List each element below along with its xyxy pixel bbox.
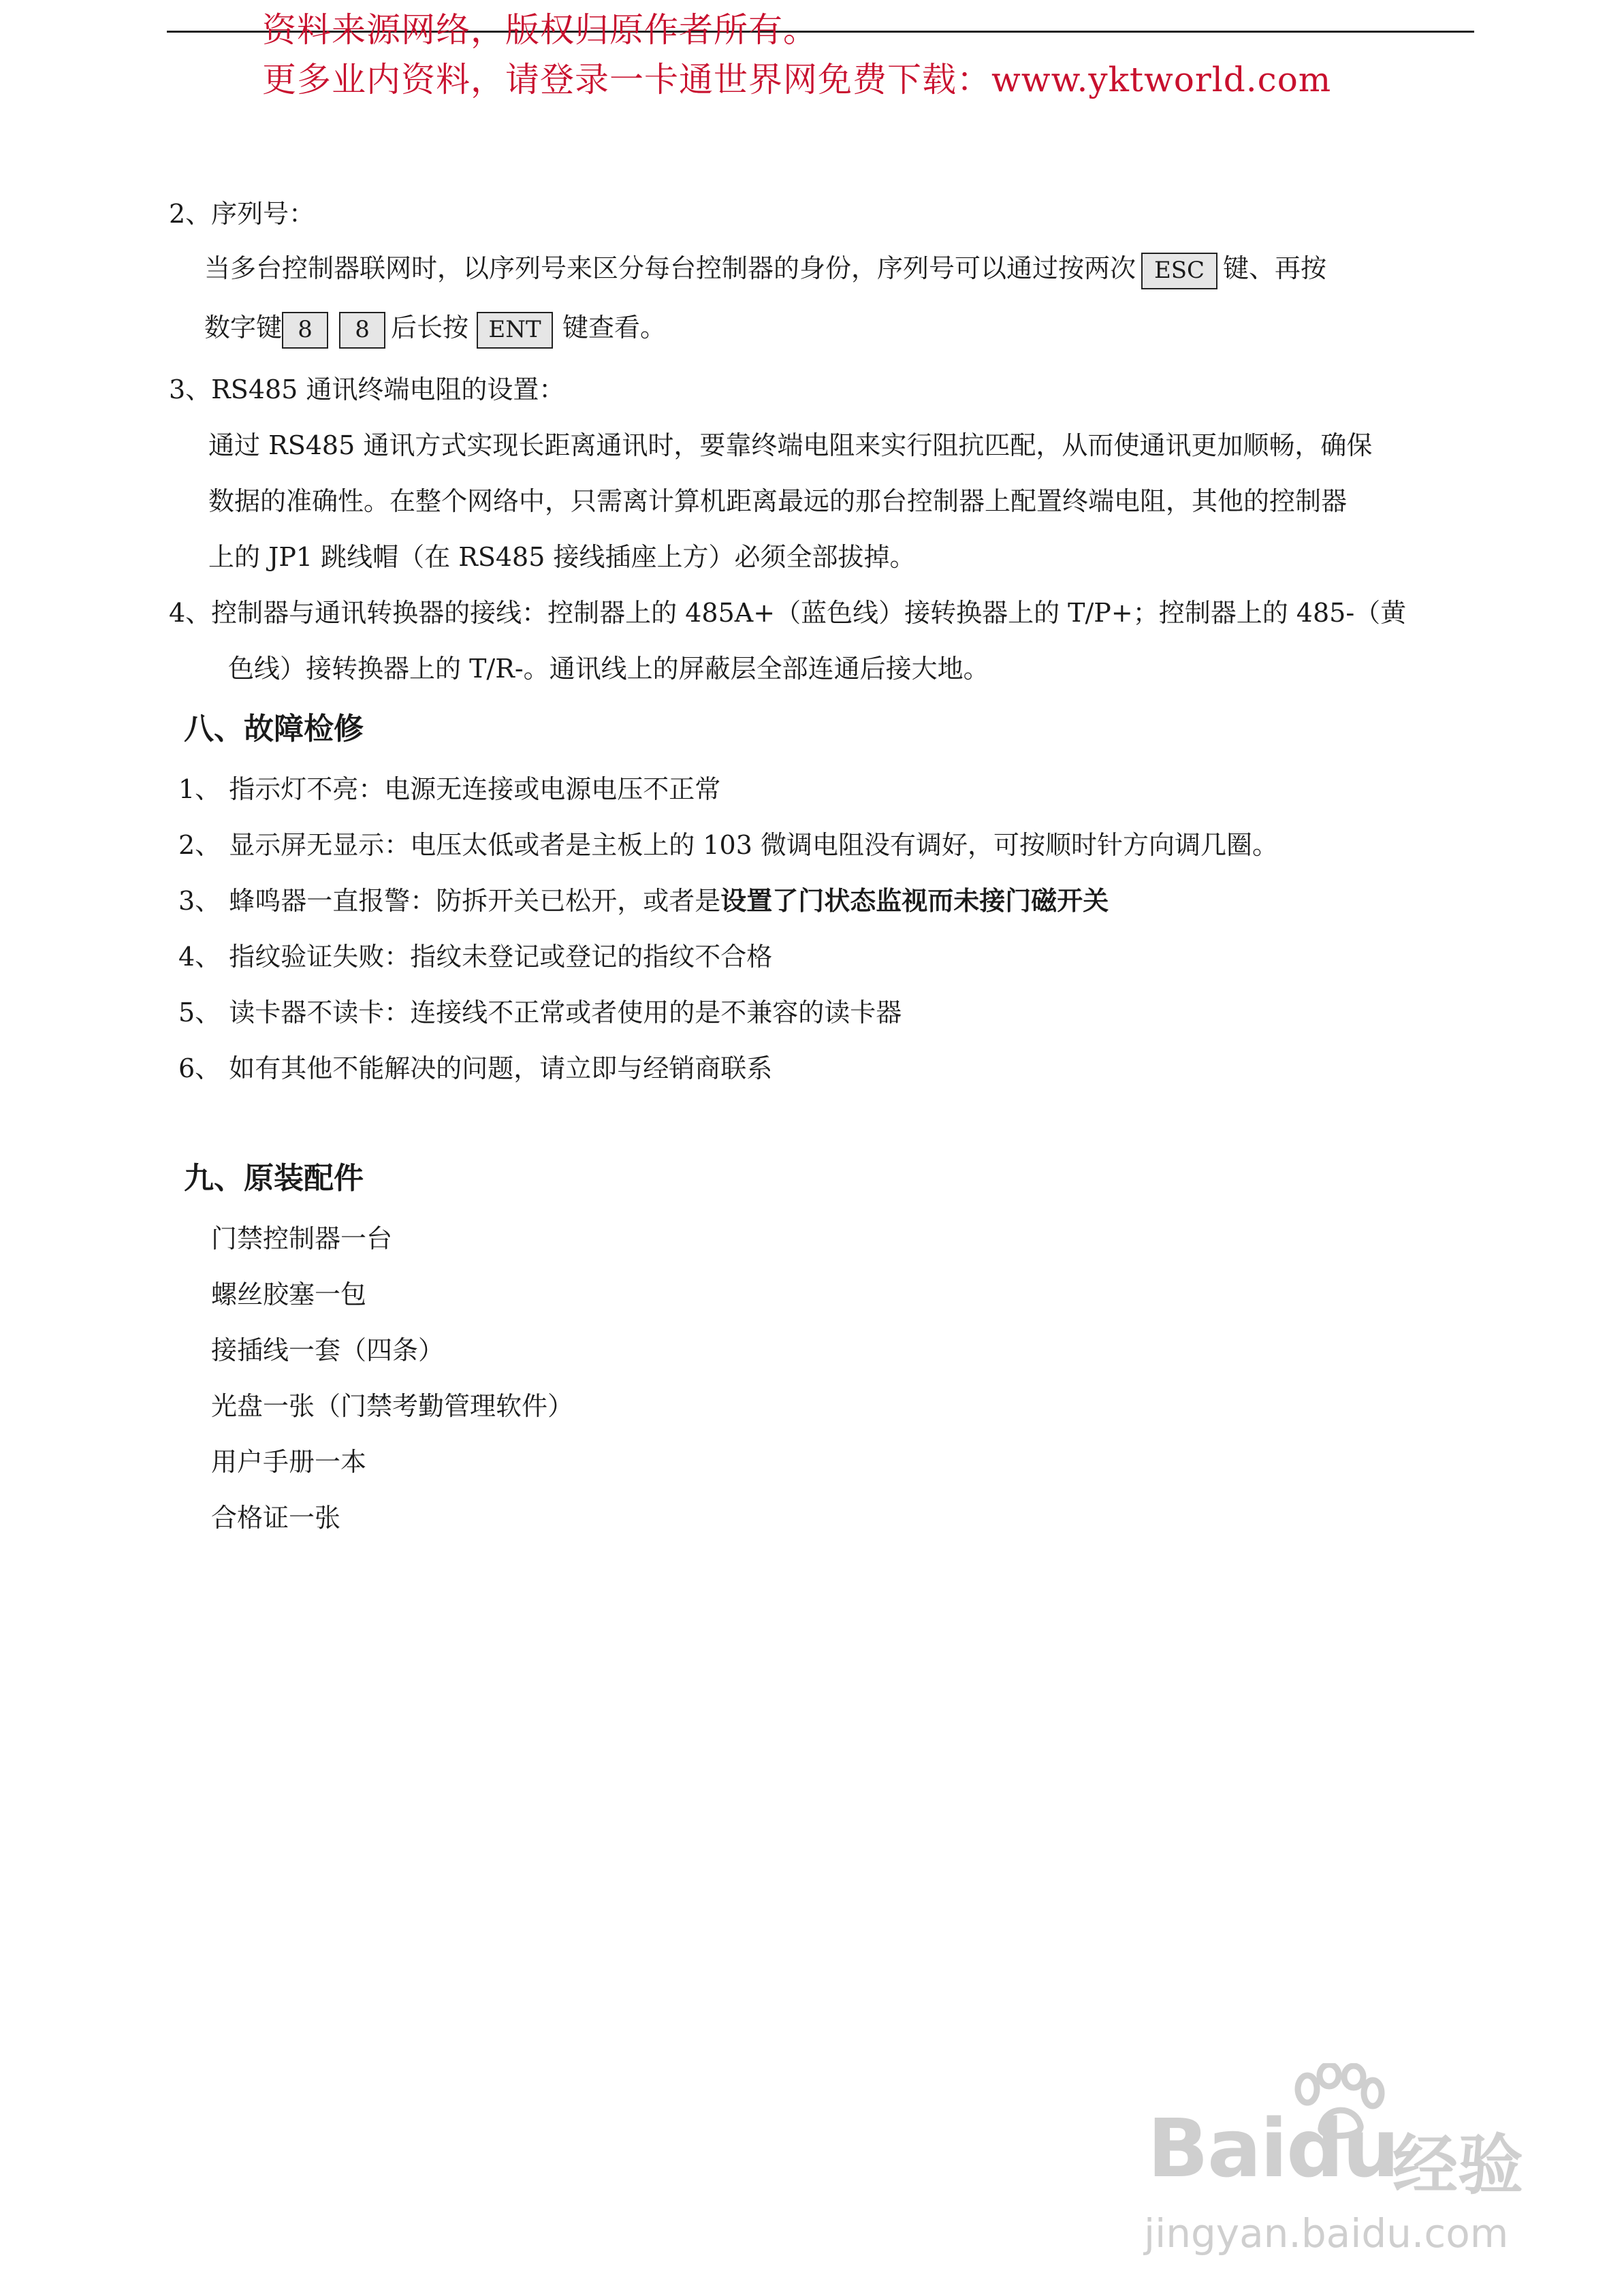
accessory-item: 用户手册一本 — [211, 1447, 367, 1477]
digit-8-key-b: 8 — [339, 312, 385, 349]
watermark-cn: 经验 — [1392, 2127, 1523, 2203]
troubleshoot-item: 6、 如有其他不能解决的问题，请立即与经销商联系 — [178, 1053, 773, 1083]
accessory-item: 门禁控制器一台 — [211, 1224, 393, 1254]
troubleshoot-item: 1、 指示灯不亮：电源无连接或电源电压不正常 — [178, 774, 721, 804]
digit-8-key-a: 8 — [282, 312, 328, 349]
esc-key: ESC — [1141, 253, 1217, 289]
serial-text-1b: 键、再按 — [1223, 253, 1327, 283]
watermark-url: jingyan.baidu.com — [1144, 2210, 1509, 2257]
serial-text-2a: 数字键 — [204, 313, 283, 342]
serial-paragraph-line2 — [204, 311, 666, 349]
rs485-line1: 通过 RS485 通讯方式实现长距离通讯时，要靠终端电阻来实行阻抗匹配，从而使通讯更加顺畅，确保 — [208, 430, 1373, 460]
header-notice-line2: 更多业内资料，请登录一卡通世界网免费下载：www.yktworld.com — [262, 60, 1332, 99]
troubleshoot-item-3-text: 3、 蜂鸣器一直报警：防拆开关已松开，或者是 — [178, 886, 721, 916]
serial-paragraph-line1 — [204, 252, 1326, 289]
header-notice-line1: 资料来源网络，版权归原作者所有。 — [262, 10, 818, 50]
wiring-line2: 色线）接转换器上的 T/R-。通讯线上的屏蔽层全部连通后接大地。 — [228, 654, 989, 684]
troubleshoot-item: 5、 读卡器不读卡：连接线不正常或者使用的是不兼容的读卡器 — [178, 998, 902, 1027]
troubleshoot-item: 4、 指纹验证失败：指纹未登记或登记的指纹不合格 — [178, 942, 773, 972]
serial-text-2b: 后长按 — [391, 313, 469, 342]
accessory-item: 接插线一套（四条） — [211, 1335, 445, 1365]
watermark-brand: Baidu — [1147, 2101, 1399, 2195]
baidu-jingyan-watermark — [1144, 2063, 1553, 2267]
section8-heading: 八、故障检修 — [184, 712, 364, 746]
serial-title: 2、序列号： — [169, 199, 315, 229]
wiring-line1: 4、控制器与通讯转换器的接线：控制器上的 485A+（蓝色线）接转换器上的 T/P+；控制器上的 485-（黄 — [169, 598, 1407, 628]
section9-heading: 九、原装配件 — [184, 1161, 364, 1196]
rs485-line3: 上的 JP1 跳线帽（在 RS485 接线插座上方）必须全部拔掉。 — [208, 542, 916, 572]
rs485-line2: 数据的准确性。在整个网络中，只需离计算机距离最远的那台控制器上配置终端电阻，其他的控制器 — [208, 486, 1348, 516]
ent-key: ENT — [477, 312, 553, 349]
troubleshoot-item-3-bold: 设置了门状态监视而未接门磁开关 — [720, 886, 1109, 916]
serial-text-2c: 键查看。 — [562, 313, 667, 342]
troubleshoot-item: 2、 显示屏无显示：电压太低或者是主板上的 103 微调电阻没有调好，可按顺时针方向调几圈。 — [178, 830, 1278, 860]
accessory-item: 光盘一张（门禁考勤管理软件） — [211, 1391, 574, 1421]
serial-text-1a: 当多台控制器联网时，以序列号来区分每台控制器的身份，序列号可以通过按两次 — [204, 253, 1136, 283]
accessory-item: 合格证一张 — [211, 1503, 341, 1533]
rs485-title: 3、RS485 通讯终端电阻的设置： — [169, 375, 565, 404]
accessory-item: 螺丝胶塞一包 — [211, 1279, 367, 1309]
troubleshoot-item-3 — [178, 885, 1109, 917]
